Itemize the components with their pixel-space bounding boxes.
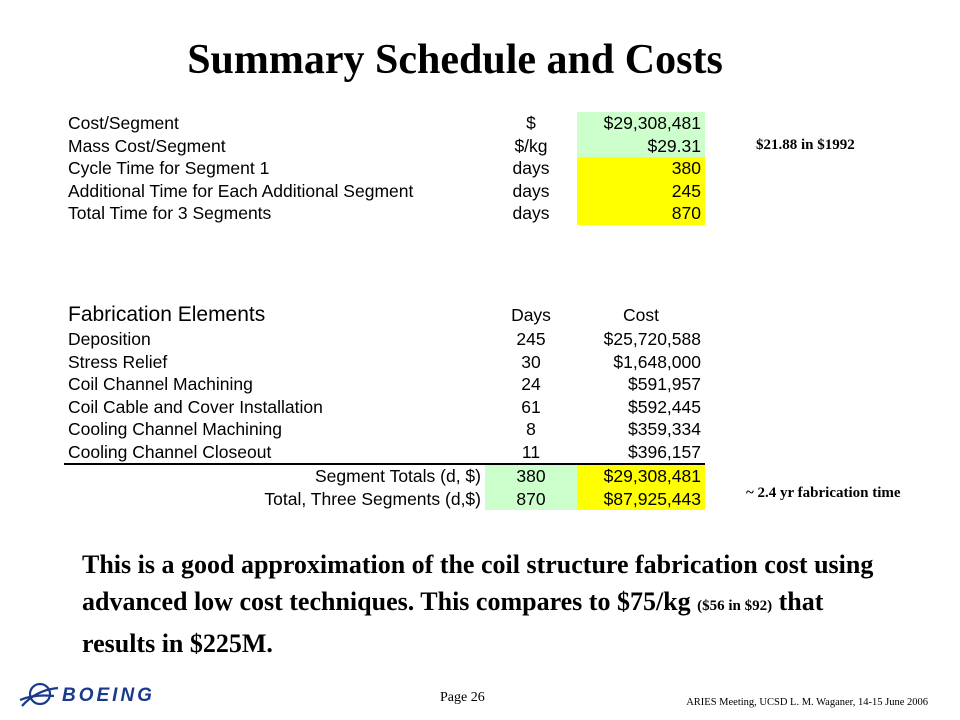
row-value: $29,308,481 (577, 112, 705, 135)
totals-cost: $87,925,443 (577, 488, 705, 511)
table-row (64, 157, 705, 180)
paragraph-text-end: that results in $225M. (82, 587, 824, 658)
header-days: Days (511, 305, 551, 325)
paragraph-small-note: ($56 in $92) (697, 598, 773, 614)
totals-row (64, 464, 705, 488)
note-1992-dollars: $21.88 in $1992 (756, 137, 855, 153)
footer-credit: ARIES Meeting, UCSD L. M. Waganer, 14-15 June 2006 (686, 697, 928, 708)
row-label: Deposition (68, 329, 151, 349)
row-cost: $1,648,000 (613, 351, 701, 372)
row-label: Mass Cost/Segment (68, 135, 226, 156)
row-days: 245 (516, 329, 546, 349)
row-label: Cost/Segment (68, 113, 179, 133)
boeing-wordmark: BOEING (62, 685, 155, 706)
row-cost: $592,445 (628, 396, 701, 417)
header-cost: Cost (623, 305, 659, 325)
row-value: 245 (577, 180, 705, 203)
row-days: 24 (521, 374, 541, 394)
row-value: $29.31 (577, 135, 705, 158)
row-unit: $/kg (514, 135, 548, 156)
row-cost: $359,334 (628, 419, 701, 439)
table-row (64, 112, 705, 135)
row-days: 8 (526, 419, 536, 439)
table-header-row (64, 302, 705, 328)
row-unit: $ (526, 113, 536, 133)
table-row (64, 418, 705, 441)
row-value: 870 (577, 202, 705, 225)
summary-table (64, 112, 705, 225)
table-row (64, 441, 705, 465)
table-row (64, 180, 705, 203)
totals-row (64, 488, 705, 511)
paragraph-text: This is a good approximation of the coil structure fabrication cost using advanced low cost techniques. This compares to $75/kg (82, 550, 874, 616)
row-days: 30 (521, 351, 541, 372)
row-label: Cooling Channel Closeout (64, 441, 485, 465)
row-days: 61 (521, 396, 541, 417)
fabrication-table (64, 302, 705, 510)
totals-days: 380 (485, 464, 577, 488)
row-label: Coil Cable and Cover Installation (68, 396, 323, 417)
table-row (64, 351, 705, 374)
row-unit: days (512, 180, 550, 201)
table-row (64, 328, 705, 351)
row-value: 380 (577, 157, 705, 180)
row-label: Additional Time for Each Additional Segment (68, 180, 414, 201)
row-days: 11 (485, 441, 577, 465)
boeing-logo (18, 680, 188, 710)
table-row (64, 373, 705, 396)
row-cost: $591,957 (628, 374, 701, 394)
totals-cost: $29,308,481 (577, 464, 705, 488)
row-label: Cycle Time for Segment 1 (68, 158, 270, 178)
totals-days: 870 (485, 488, 577, 511)
boeing-symbol-icon (20, 684, 58, 706)
row-label: Total Time for 3 Segments (68, 203, 272, 223)
header-label: Fabrication Elements (68, 303, 266, 326)
table-row (64, 202, 705, 225)
summary-paragraph (82, 546, 902, 662)
row-cost: $396,157 (577, 441, 705, 465)
table-row (64, 135, 705, 158)
row-label: Cooling Channel Machining (68, 419, 283, 439)
totals-label: Total, Three Segments (d,$) (264, 488, 481, 509)
row-label: Stress Relief (68, 351, 168, 372)
row-unit: days (512, 203, 550, 223)
table-row (64, 396, 705, 419)
row-label: Coil Channel Machining (68, 374, 253, 394)
page-number: Page 26 (440, 690, 485, 705)
row-cost: $25,720,588 (603, 329, 701, 349)
totals-label: Segment Totals (d, $) (314, 466, 481, 486)
row-unit: days (512, 158, 550, 178)
note-fabrication-time: ~ 2.4 yr fabrication time (746, 485, 901, 501)
page-title: Summary Schedule and Costs (187, 37, 723, 83)
